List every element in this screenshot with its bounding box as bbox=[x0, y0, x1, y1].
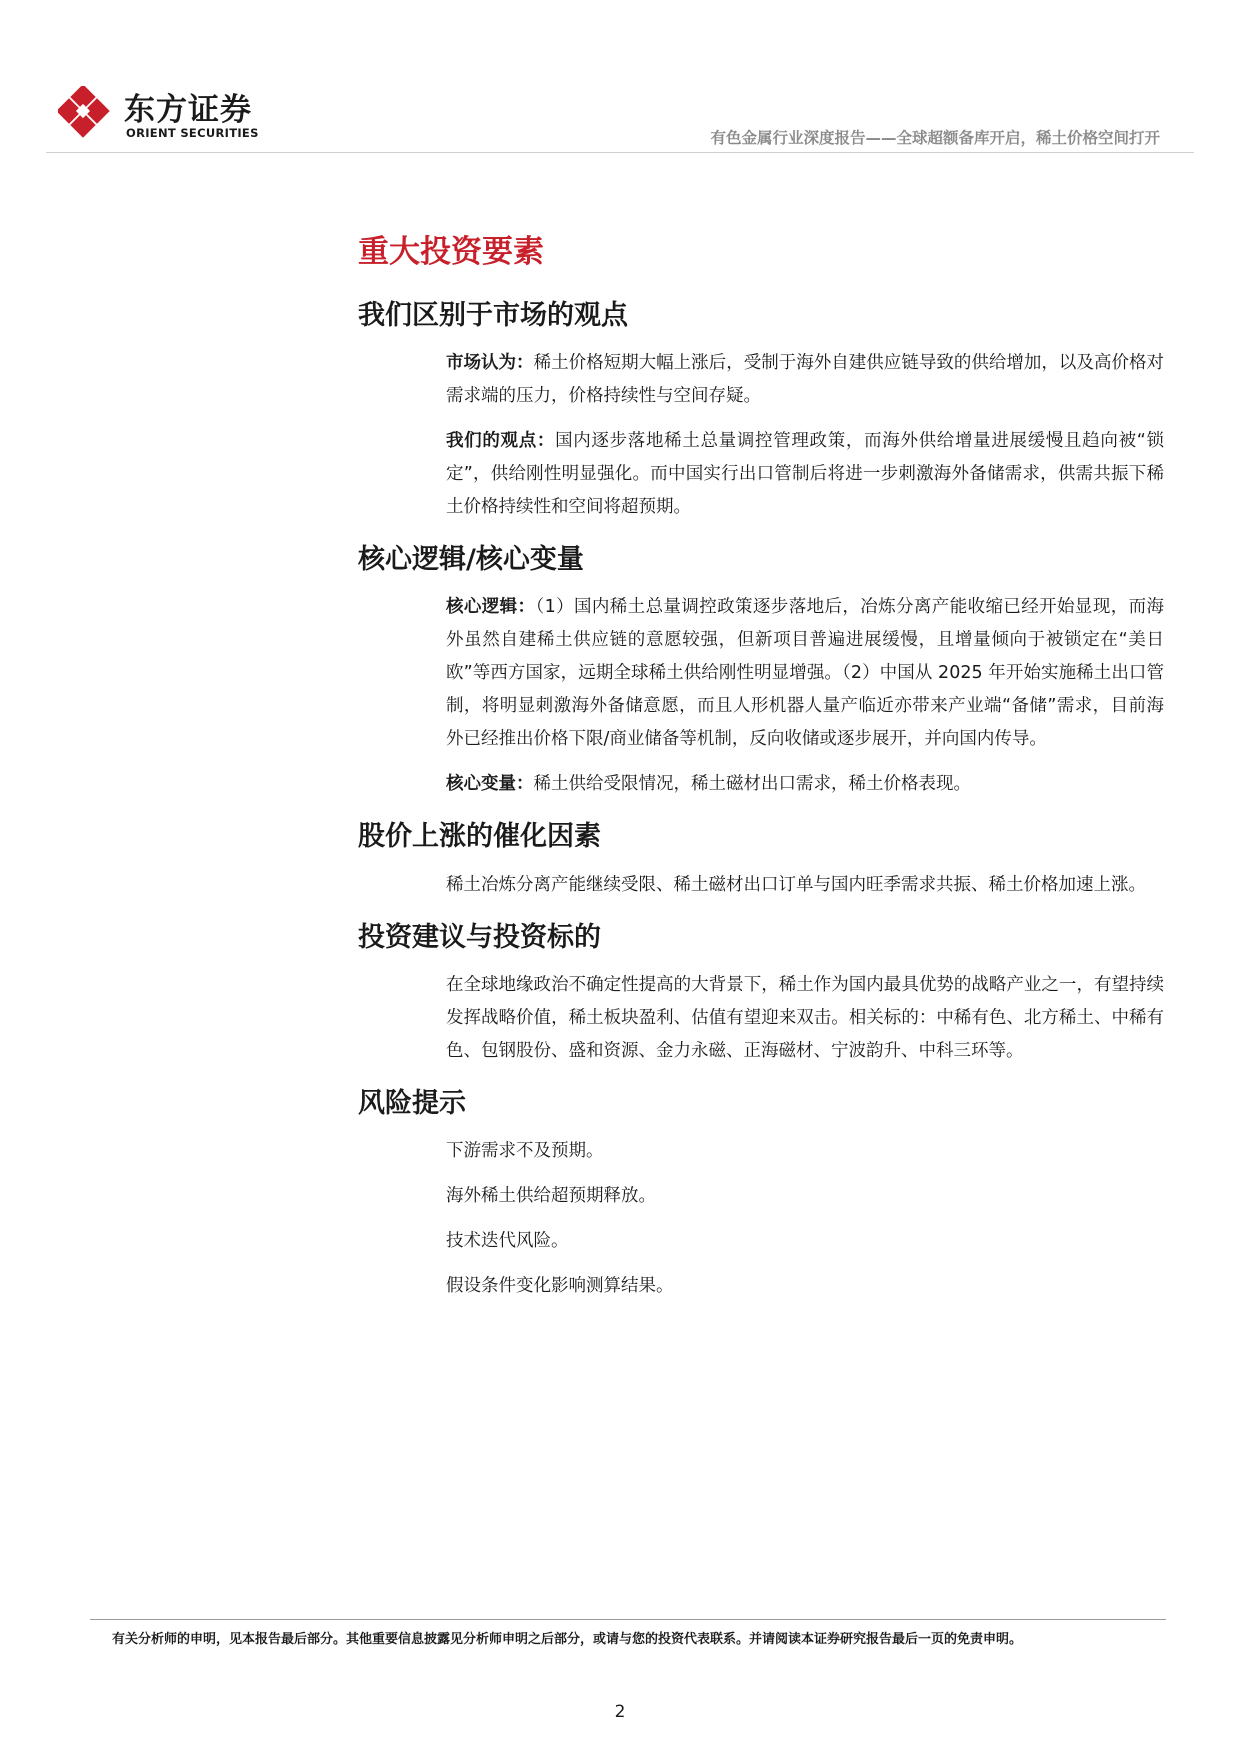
paragraph bbox=[446, 768, 1164, 801]
section-heading: 投资建议与投资标的 bbox=[358, 921, 601, 953]
report-title: 有色金属行业深度报告——全球超额备库开启，稀土价格空间打开 bbox=[710, 129, 1160, 147]
orient-securities-logo-icon bbox=[58, 86, 114, 142]
risk-item: 假设条件变化影响测算结果。 bbox=[446, 1275, 674, 1296]
risk-item: 海外稀土供给超预期释放。 bbox=[446, 1185, 656, 1206]
paragraph-text: （1）国内稀土总量调控政策逐步落地后，冶炼分离产能收缩已经开始显现，而海外虽然自建稀土供应链的意愿较强，但新项目普遍进展缓慢，且增量倾向于被锁定在“美日欧”等西方国家，远期全球稀土供给刚性明显增强。（2）中国从 2025 年开始实施稀土出口管制，将明显刺激海外备储意愿，而且人形机器人量产临近亦带来产业端“备储”需求，目前海外已经推出价格下限/商业储备等机制，反向收储或逐步展开，并向国内传导。 bbox=[446, 597, 1164, 750]
brand-name-en: ORIENT SECURITIES bbox=[126, 126, 259, 140]
paragraph-lead: 核心逻辑： bbox=[446, 597, 536, 618]
paragraph bbox=[446, 347, 1164, 413]
footer-disclaimer: 有关分析师的申明，见本报告最后部分。其他重要信息披露见分析师申明之后部分，或请与您的投资代表联系。并请阅读本证券研究报告最后一页的免责申明。 bbox=[112, 1632, 1023, 1647]
page-title: 重大投资要素 bbox=[358, 234, 544, 270]
main-content bbox=[358, 232, 1164, 1321]
section-heading: 风险提示 bbox=[358, 1087, 466, 1119]
section-investment-advice bbox=[358, 920, 1164, 1068]
section-catalysts bbox=[358, 819, 1164, 901]
page-number: 2 bbox=[614, 1702, 626, 1722]
section-market-view bbox=[358, 298, 1164, 524]
paragraph bbox=[446, 591, 1164, 756]
brand-name-cn: 东方证券 bbox=[124, 92, 252, 128]
paragraph-text: 稀土供给受限情况，稀土磁材出口需求，稀土价格表现。 bbox=[533, 774, 971, 795]
section-heading: 核心逻辑/核心变量 bbox=[358, 544, 584, 576]
risk-item: 下游需求不及预期。 bbox=[446, 1140, 604, 1161]
section-core-logic bbox=[358, 542, 1164, 801]
header-divider bbox=[46, 152, 1194, 153]
paragraph-lead: 核心变量： bbox=[446, 774, 534, 795]
section-heading: 股价上涨的催化因素 bbox=[358, 821, 601, 853]
paragraph-text: 国内逐步落地稀土总量调控管理政策，而海外供给增量进展缓慢且趋向被“锁定”，供给刚性明显强化。而中国实行出口管制后将进一步刺激海外备储需求，供需共振下稀土价格持续性和空间将超预期。 bbox=[446, 431, 1164, 518]
paragraph-lead: 市场认为： bbox=[446, 353, 534, 374]
risk-item: 技术迭代风险。 bbox=[446, 1230, 569, 1251]
paragraph-lead: 我们的观点： bbox=[446, 431, 556, 452]
footer-divider bbox=[90, 1619, 1166, 1620]
section-risk bbox=[358, 1086, 1164, 1303]
section-heading: 我们区别于市场的观点 bbox=[358, 300, 628, 332]
paragraph: 在全球地缘政治不确定性提高的大背景下，稀土作为国内最具优势的战略产业之一，有望持续发挥战略价值，稀土板块盈利、估值有望迎来双击。相关标的：中稀有色、北方稀土、中稀有色、包钢股份、盛和资源、金力永磁、正海磁材、宁波韵升、中科三环等。 bbox=[446, 974, 1164, 1061]
paragraph: 稀土冶炼分离产能继续受限、稀土磁材出口订单与国内旺季需求共振、稀土价格加速上涨。 bbox=[446, 874, 1146, 895]
paragraph bbox=[446, 425, 1164, 524]
paragraph-text: 稀土价格短期大幅上涨后，受制于海外自建供应链导致的供给增加，以及高价格对需求端的压力，价格持续性与空间存疑。 bbox=[446, 353, 1164, 407]
